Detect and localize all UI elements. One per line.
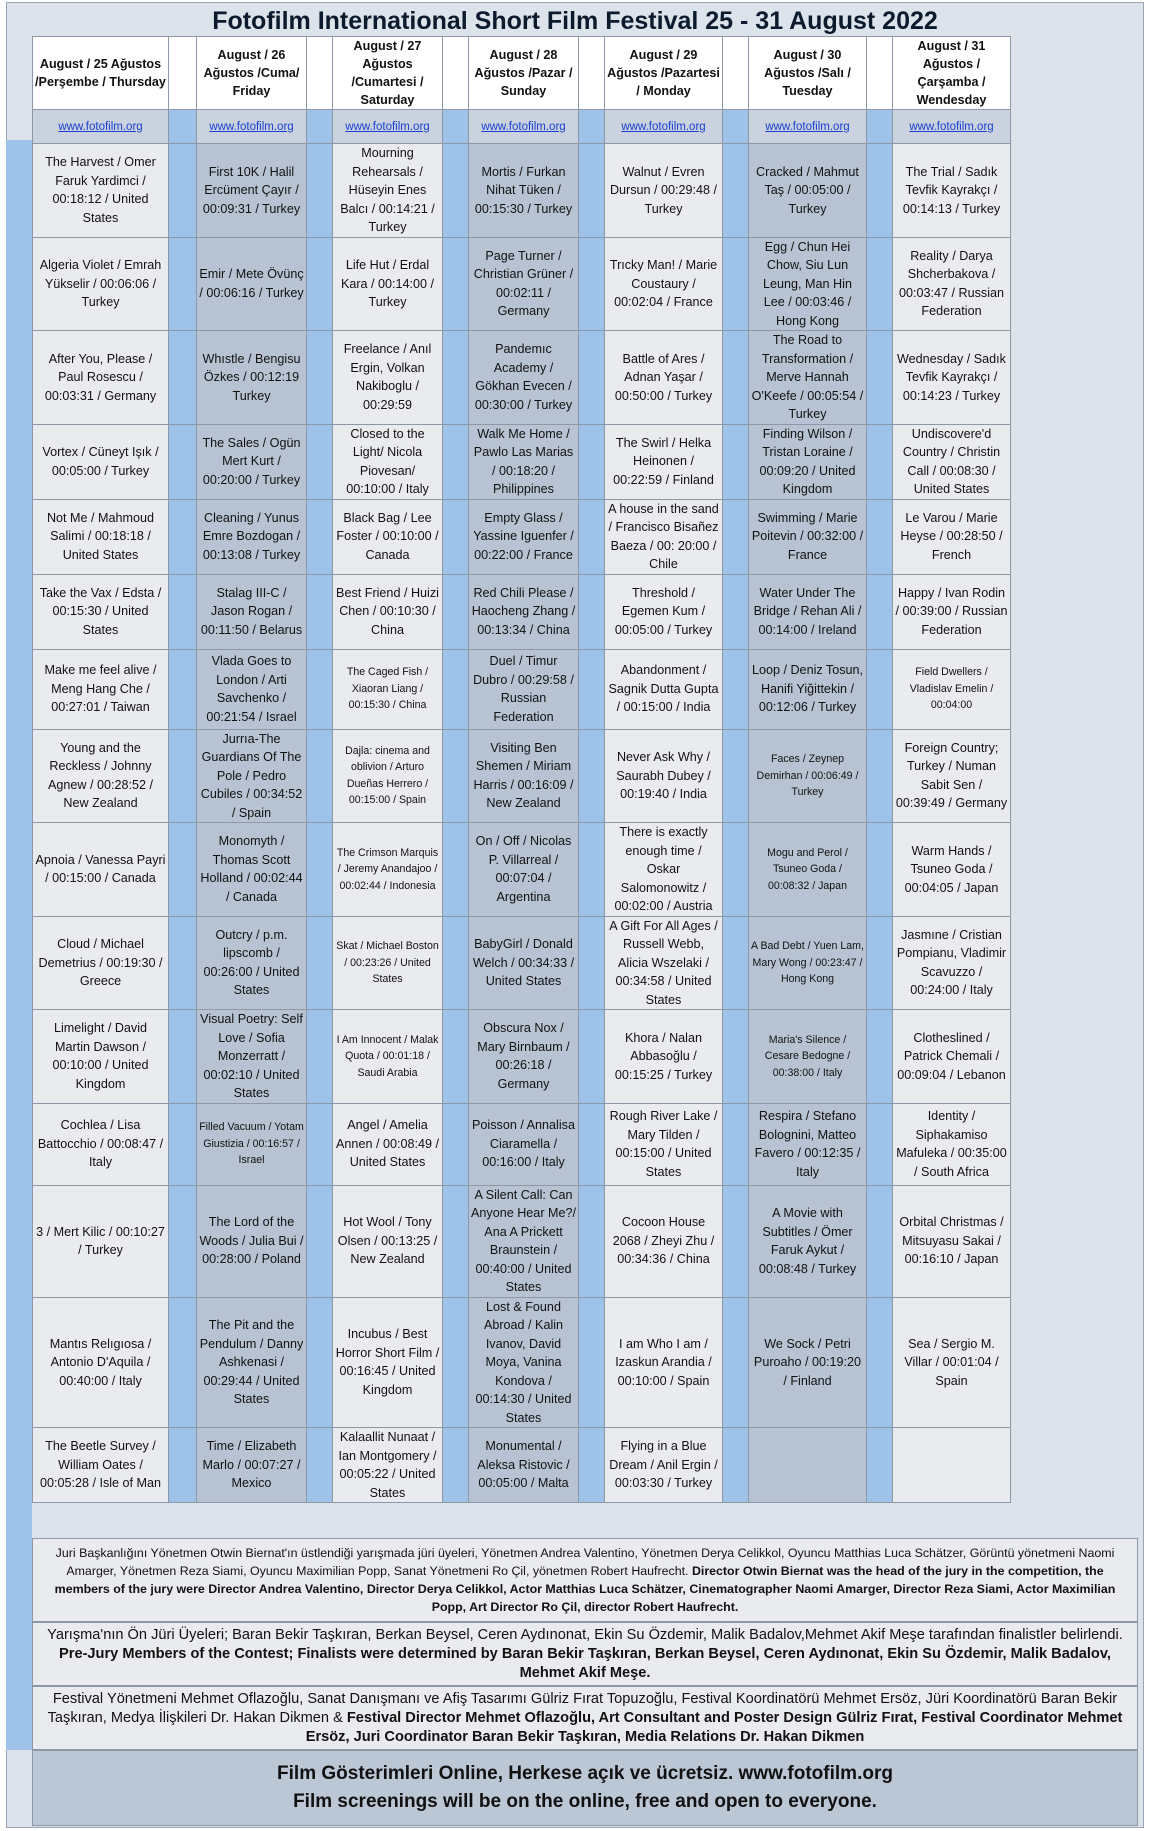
separator-column: [867, 1297, 893, 1428]
film-entry: Jasmıne / Cristian Pompianu, Vladimir Scavuzzo / 00:24:00 / Italy: [893, 916, 1011, 1010]
film-entry: Whıstle / Bengisu Özkes / 00:12:19 Turkey: [197, 331, 307, 425]
film-entry: BabyGirl / Donald Welch / 00:34:33 / United States: [469, 916, 579, 1010]
film-entry: The Harvest / Omer Faruk Yardimci / 00:18:12 / United States: [33, 144, 169, 238]
separator-column: [443, 144, 469, 238]
prejury-text-en: Pre-Jury Members of the Contest; Finalists were determined by Baran Bekir Taşkıran, Berkan Beysel, Ceren Aydınonat, Ekin Su Özdemir, Malik Badalov, Mehmet Akif Meşe.: [59, 1645, 1111, 1681]
film-entry: Water Under The Bridge / Rehan Ali / 00:14:00 / Ireland: [749, 574, 867, 649]
film-row: [33, 1010, 1139, 1104]
film-entry: Empty Glass / Yassine Iguenfer / 00:22:00 / France: [469, 499, 579, 574]
film-entry: Never Ask Why / Saurabh Dubey / 00:19:40 / India: [605, 729, 723, 823]
separator-column: [723, 1010, 749, 1104]
separator-column: [307, 1297, 333, 1428]
separator-column: [443, 649, 469, 729]
film-entry: Closed to the Light/ Nicola Piovesan/ 00:10:00 / Italy: [333, 424, 443, 499]
separator-column: [169, 37, 197, 110]
separator-column: [867, 729, 893, 823]
film-entry: Jurrıa-The Guardians Of The Pole / Pedro Cubiles / 00:34:52 / Spain: [197, 729, 307, 823]
film-entry: Le Varou / Marie Heyse / 00:28:50 / French: [893, 499, 1011, 574]
link-cell: [749, 110, 867, 144]
separator-column: [723, 110, 749, 144]
separator-column: [169, 574, 197, 649]
film-entry: After You, Please / Paul Rosescu / 00:03:31 / Germany: [33, 331, 169, 425]
separator-column: [443, 916, 469, 1010]
film-entry: Field Dwellers / Vladislav Emelin / 00:04:00: [893, 649, 1011, 729]
separator-column: [307, 144, 333, 238]
film-entry: Make me feel alive / Meng Hang Che / 00:27:01 / Taiwan: [33, 649, 169, 729]
day-header: August / 27 Ağustos /Cumartesi / Saturday: [333, 37, 443, 110]
film-entry: Mourning Rehearsals / Hüseyin Enes Balcı / 00:14:21 / Turkey: [333, 144, 443, 238]
separator-column: [169, 499, 197, 574]
film-row: [33, 331, 1139, 425]
film-entry: A Gift For All Ages / Russell Webb, Alicia Wszelaki / 00:34:58 / United States: [605, 916, 723, 1010]
film-entry: Faces / Zeynep Demirhan / 00:06:49 / Turkey: [749, 729, 867, 823]
jury-note: [32, 1538, 1138, 1622]
film-entry: Cracked / Mahmut Taş / 00:05:00 / Turkey: [749, 144, 867, 238]
film-entry: The Sales / Ogün Mert Kurt / 00:20:00 / Turkey: [197, 424, 307, 499]
separator-column: [443, 37, 469, 110]
separator-column: [867, 1428, 893, 1503]
separator-column: [579, 916, 605, 1010]
festival-link[interactable]: www.fotofilm.org: [58, 120, 143, 133]
day-header: August / 28 Ağustos /Pazar / Sunday: [469, 37, 579, 110]
film-entry: Abandonment / Sagnik Dutta Gupta / 00:15:00 / India: [605, 649, 723, 729]
film-entry: On / Off / Nicolas P. Villarreal / 00:07:04 / Argentina: [469, 823, 579, 917]
online-text-en: Film screenings will be on the online, free and open to everyone.: [293, 1791, 877, 1812]
film-entry: A Silent Call: Can Anyone Hear Me?/ Ana A Prickett Braunstein / 00:40:00 / United States: [469, 1185, 579, 1297]
film-entry: Mantıs Relıgıosa / Antonio D'Aquila / 00:40:00 / Italy: [33, 1297, 169, 1428]
day-header-row: [33, 37, 1139, 110]
festival-link[interactable]: www.fotofilm.org: [765, 120, 850, 133]
film-row: [33, 823, 1139, 917]
separator-column: [867, 237, 893, 331]
separator-column: [723, 1428, 749, 1503]
separator-column: [579, 1185, 605, 1297]
film-entry: A Bad Debt / Yuen Lam, Mary Wong / 00:23:47 / Hong Kong: [749, 916, 867, 1010]
separator-column: [307, 499, 333, 574]
separator-column: [579, 574, 605, 649]
separator-column: [307, 574, 333, 649]
film-entry: The Caged Fish / Xiaoran Liang / 00:15:30 / China: [333, 649, 443, 729]
direction-note: [32, 1686, 1138, 1750]
separator-column: [169, 823, 197, 917]
online-text-tr: Film Gösterimleri Online, Herkese açık ve ücretsiz. www.fotofilm.org: [277, 1763, 893, 1784]
film-row: [33, 499, 1139, 574]
separator-column: [169, 1103, 197, 1185]
separator-column: [723, 916, 749, 1010]
separator-column: [867, 144, 893, 238]
film-entry: Reality / Darya Shcherbakova / 00:03:47 / Russian Federation: [893, 237, 1011, 331]
separator-column: [169, 916, 197, 1010]
separator-column: [723, 424, 749, 499]
film-entry: Obscura Nox / Mary Birnbaum / 00:26:18 / Germany: [469, 1010, 579, 1104]
page-title: Fotofilm International Short Film Festival 25 - 31 August 2022: [212, 7, 938, 35]
separator-column: [169, 1297, 197, 1428]
film-entry: We Sock / Petri Puroaho / 00:19:20 / Finland: [749, 1297, 867, 1428]
film-entry: Angel / Amelia Annen / 00:08:49 / United States: [333, 1103, 443, 1185]
link-cell: [469, 110, 579, 144]
day-header: August / 29 Ağustos /Pazartesi / Monday: [605, 37, 723, 110]
film-entry: Visiting Ben Shemen / Miriam Harris / 00:16:09 / New Zealand: [469, 729, 579, 823]
separator-column: [443, 729, 469, 823]
separator-column: [443, 1297, 469, 1428]
separator-column: [169, 1428, 197, 1503]
day-header: August / 31 Ağustos /Çarşamba / Wendesday: [893, 37, 1011, 110]
film-row: [33, 1185, 1139, 1297]
separator-column: [443, 574, 469, 649]
separator-column: [867, 574, 893, 649]
prejury-text-tr: Yarışma'nın Ön Jüri Üyeleri; Baran Bekir Taşkıran, Berkan Beysel, Ceren Aydınonat, Ekin Su Özdemir, Malik Badalov,Mehmet Akif Meşe tarafından finalistler belirlendi.: [47, 1626, 1123, 1643]
film-entry: Identity / Siphakamiso Mafuleka / 00:35:00 / South Africa: [893, 1103, 1011, 1185]
festival-link[interactable]: www.fotofilm.org: [621, 120, 706, 133]
film-entry: Freelance / Anıl Ergin, Volkan Nakiboglu / 00:29:59: [333, 331, 443, 425]
film-entry: The Lord of the Woods / Julia Bui / 00:28:00 / Poland: [197, 1185, 307, 1297]
separator-column: [867, 916, 893, 1010]
separator-column: [443, 424, 469, 499]
separator-column: [723, 1185, 749, 1297]
separator-column: [579, 1010, 605, 1104]
film-entry: Time / Elizabeth Marlo / 00:07:27 / Mexico: [197, 1428, 307, 1503]
separator-column: [579, 823, 605, 917]
separator-column: [579, 649, 605, 729]
film-entry: Visual Poetry: Self Love / Sofia Monzerratt / 00:02:10 / United States: [197, 1010, 307, 1104]
separator-column: [443, 110, 469, 144]
film-entry: Pandemıc Academy / Gökhan Evecen / 00:30:00 / Turkey: [469, 331, 579, 425]
film-entry: Swimming / Marie Poitevin / 00:32:00 / France: [749, 499, 867, 574]
film-entry: The Crimson Marquis / Jeremy Anandajoo / 00:02:44 / Indonesia: [333, 823, 443, 917]
film-entry: Skat / Michael Boston / 00:23:26 / United States: [333, 916, 443, 1010]
separator-column: [723, 331, 749, 425]
film-entry: Outcry / p.m. lipscomb / 00:26:00 / United States: [197, 916, 307, 1010]
separator-column: [169, 729, 197, 823]
film-entry: Monumental / Aleksa Ristovic / 00:05:00 / Malta: [469, 1428, 579, 1503]
festival-link[interactable]: www.fotofilm.org: [481, 120, 566, 133]
film-entry: Rough River Lake / Mary Tilden / 00:15:00 / United States: [605, 1103, 723, 1185]
film-entry: Emir / Mete Övünç / 00:06:16 / Turkey: [197, 237, 307, 331]
film-entry: Respira / Stefano Bolognini, Matteo Favero / 00:12:35 / Italy: [749, 1103, 867, 1185]
separator-column: [307, 729, 333, 823]
separator-column: [723, 499, 749, 574]
film-entry: Egg / Chun Hei Chow, Siu Lun Leung, Man Hin Lee / 00:03:46 / Hong Kong: [749, 237, 867, 331]
separator-column: [867, 331, 893, 425]
film-entry: Dajla: cinema and oblivion / Arturo Dueñas Herrero / 00:15:00 / Spain: [333, 729, 443, 823]
film-row: [33, 649, 1139, 729]
separator-column: [579, 1297, 605, 1428]
film-entry: Sea / Sergio M. Villar / 00:01:04 / Spain: [893, 1297, 1011, 1428]
separator-column: [307, 1103, 333, 1185]
separator-column: [579, 331, 605, 425]
separator-column: [723, 1297, 749, 1428]
separator-column: [867, 649, 893, 729]
separator-column: [867, 110, 893, 144]
link-cell: [333, 110, 443, 144]
day-header: August / 30 Ağustos /Salı / Tuesday: [749, 37, 867, 110]
film-entry: Limelight / David Martin Dawson / 00:10:00 / United Kingdom: [33, 1010, 169, 1104]
film-entry: [893, 1428, 1011, 1503]
film-entry: A house in the sand / Francisco Bisañez Baeza / 00: 20:00 / Chile: [605, 499, 723, 574]
separator-column: [307, 37, 333, 110]
separator-column: [169, 110, 197, 144]
separator-column: [307, 823, 333, 917]
film-entry: 3 / Mert Kilic / 00:10:27 / Turkey: [33, 1185, 169, 1297]
direction-text-tr: Festival Yönetmeni Mehmet Oflazoğlu, Sanat Danışmanı ve Afiş Tasarımı Gülriz Fırat Topuzoğlu, Festival Koordinatörü Mehmet Ersöz, Jüri Koordinatörü Baran Bekir Taşkıran, Medya İlişkileri Dr. Hakan Dikmen &: [47, 1690, 1118, 1726]
separator-column: [579, 1428, 605, 1503]
festival-link[interactable]: www.fotofilm.org: [209, 120, 294, 133]
film-entry: The Road to Transformation / Merve Hannah O'Keefe / 00:05:54 / Turkey: [749, 331, 867, 425]
separator-column: [579, 237, 605, 331]
separator-column: [307, 1010, 333, 1104]
film-entry: Incubus / Best Horror Short Film / 00:16:45 / United Kingdom: [333, 1297, 443, 1428]
separator-column: [307, 110, 333, 144]
separator-column: [169, 424, 197, 499]
film-entry: The Pit and the Pendulum / Danny Ashkenasi / 00:29:44 / United States: [197, 1297, 307, 1428]
day-header: August / 26 Ağustos /Cuma/ Friday: [197, 37, 307, 110]
film-entry: Take the Vax / Edsta / 00:15:30 / United States: [33, 574, 169, 649]
film-row: [33, 144, 1139, 238]
separator-column: [443, 499, 469, 574]
separator-column: [443, 1428, 469, 1503]
film-entry: Duel / Timur Dubro / 00:29:58 / Russian Federation: [469, 649, 579, 729]
link-cell: [33, 110, 169, 144]
film-entry: Foreign Country; Turkey / Numan Sabit Sen / 00:39:49 / Germany: [893, 729, 1011, 823]
film-entry: Cleaning / Yunus Emre Bozdogan / 00:13:08 / Turkey: [197, 499, 307, 574]
festival-link[interactable]: www.fotofilm.org: [345, 120, 430, 133]
link-cell: [197, 110, 307, 144]
separator-column: [579, 499, 605, 574]
film-entry: Finding Wilson / Tristan Loraine / 00:09:20 / United Kingdom: [749, 424, 867, 499]
film-entry: The Swirl / Helka Heinonen / 00:22:59 / Finland: [605, 424, 723, 499]
film-entry: Page Turner / Christian Grüner / 00:02:11 / Germany: [469, 237, 579, 331]
separator-column: [169, 144, 197, 238]
film-entry: Battle of Ares / Adnan Yaşar / 00:50:00 / Turkey: [605, 331, 723, 425]
separator-column: [723, 649, 749, 729]
film-row: [33, 1297, 1139, 1428]
film-entry: Kalaallit Nunaat / Ian Montgomery / 00:05:22 / United States: [333, 1428, 443, 1503]
film-entry: Threshold / Egemen Kum / 00:05:00 / Turkey: [605, 574, 723, 649]
separator-column: [579, 729, 605, 823]
jury-text-tr: Juri Başkanlığını Yönetmen Otwin Biernat'ın üstlendiği yarışmada jüri üyeleri, Yönetmen Andrea Valentino, Yönetmen Derya Celikkol, Oyuncu Matthias Luca Schätzer, Görüntü yönetmeni Naomi Amarger, Yönetmen Reza Siami, Oyuncu Maximilian Popp, Sanat Yönetmeni Ro Çil, yönetmen Robert Haufrecht.: [55, 1546, 1115, 1578]
separator-column: [723, 823, 749, 917]
separator-column: [723, 729, 749, 823]
separator-column: [723, 574, 749, 649]
separator-column: [169, 331, 197, 425]
separator-column: [443, 1010, 469, 1104]
film-entry: The Trial / Sadık Tevfik Kayrakçı / 00:14:13 / Turkey: [893, 144, 1011, 238]
separator-column: [723, 1103, 749, 1185]
separator-column: [443, 237, 469, 331]
schedule-table: [32, 36, 1139, 1503]
link-cell: [605, 110, 723, 144]
separator-column: [723, 37, 749, 110]
left-accent-bar: [6, 140, 32, 1750]
film-entry: Red Chili Please / Haocheng Zhang / 00:13:34 / China: [469, 574, 579, 649]
film-entry: Cloud / Michael Demetrius / 00:19:30 / Greece: [33, 916, 169, 1010]
separator-column: [579, 37, 605, 110]
film-entry: Not Me / Mahmoud Salimi / 00:18:18 / United States: [33, 499, 169, 574]
film-entry: I Am Innocent / Malak Quota / 00:01:18 / Saudi Arabia: [333, 1010, 443, 1104]
film-entry: Monomyth / Thomas Scott Holland / 00:02:44 / Canada: [197, 823, 307, 917]
separator-column: [169, 649, 197, 729]
separator-column: [307, 916, 333, 1010]
separator-column: [867, 424, 893, 499]
film-entry: Hot Wool / Tony Olsen / 00:13:25 / New Zealand: [333, 1185, 443, 1297]
film-row: [33, 1428, 1139, 1503]
prejury-note: [32, 1622, 1138, 1686]
film-entry: I am Who I am / Izaskun Arandia / 00:10:00 / Spain: [605, 1297, 723, 1428]
separator-column: [443, 331, 469, 425]
separator-column: [307, 237, 333, 331]
film-entry: Best Friend / Huizi Chen / 00:10:30 / China: [333, 574, 443, 649]
film-entry: Vlada Goes to London / Arti Savchenko / 00:21:54 / Israel: [197, 649, 307, 729]
film-entry: The Beetle Survey / William Oates / 00:05:28 / Isle of Man: [33, 1428, 169, 1503]
separator-column: [307, 331, 333, 425]
film-entry: Lost & Found Abroad / Kalin Ivanov, David Moya, Vanina Kondova / 00:14:30 / United States: [469, 1297, 579, 1428]
separator-column: [867, 1185, 893, 1297]
separator-column: [867, 1103, 893, 1185]
separator-column: [169, 1010, 197, 1104]
film-row: [33, 424, 1139, 499]
film-entry: Walk Me Home / Pawlo Las Marias / 00:18:20 / Philippines: [469, 424, 579, 499]
separator-column: [723, 144, 749, 238]
film-entry: Mortis / Furkan Nihat Tüken / 00:15:30 / Turkey: [469, 144, 579, 238]
separator-column: [307, 1428, 333, 1503]
day-header: August / 25 Ağustos /Perşembe / Thursday: [33, 37, 169, 110]
film-entry: Cocoon House 2068 / Zheyi Zhu / 00:34:36 / China: [605, 1185, 723, 1297]
film-entry: Vortex / Cüneyt Işık / 00:05:00 / Turkey: [33, 424, 169, 499]
separator-column: [579, 424, 605, 499]
film-entry: Stalag III-C / Jason Rogan / 00:11:50 / Belarus: [197, 574, 307, 649]
film-row: [33, 574, 1139, 649]
film-entry: Undiscovere'd Country / Christin Call / 00:08:30 / United States: [893, 424, 1011, 499]
film-entry: Filled Vacuum / Yotam Giustizia / 00:16:57 / Israel: [197, 1103, 307, 1185]
separator-column: [443, 823, 469, 917]
separator-column: [307, 424, 333, 499]
film-entry: Algeria Violet / Emrah Yükselir / 00:06:06 / Turkey: [33, 237, 169, 331]
jury-text-en: Director Otwin Biernat was the head of the jury in the competition, the members of the jury were Director Andrea Valentino, Director Derya Celikkol, Actor Matthias Luca Schätzer, Cinematographer Naomi Amarger, Director Reza Siami, Actor Maximilian Popp, Art Director Ro Çil, director Robert Haufrecht.: [54, 1564, 1116, 1614]
film-entry: Warm Hands / Tsuneo Goda / 00:04:05 / Japan: [893, 823, 1011, 917]
film-entry: Loop / Deniz Tosun, Hanifi Yiğittekin / 00:12:06 / Turkey: [749, 649, 867, 729]
separator-column: [867, 499, 893, 574]
separator-column: [169, 237, 197, 331]
film-entry: Orbital Christmas / Mitsuyasu Sakai / 00:16:10 / Japan: [893, 1185, 1011, 1297]
film-entry: First 10K / Halil Ercüment Çayır / 00:09:31 / Turkey: [197, 144, 307, 238]
film-entry: Trıcky Man! / Marie Coustaury / 00:02:04 / France: [605, 237, 723, 331]
film-entry: Cochlea / Lisa Battocchio / 00:08:47 / Italy: [33, 1103, 169, 1185]
film-entry: Flying in a Blue Dream / Anil Ergin / 00:03:30 / Turkey: [605, 1428, 723, 1503]
separator-column: [307, 1185, 333, 1297]
separator-column: [867, 823, 893, 917]
separator-column: [443, 1185, 469, 1297]
separator-column: [307, 649, 333, 729]
film-row: [33, 237, 1139, 331]
separator-column: [579, 110, 605, 144]
film-entry: Clotheslined / Patrick Chemali / 00:09:04 / Lebanon: [893, 1010, 1011, 1104]
film-entry: There is exactly enough time / Oskar Salomonowitz / 00:02:00 / Austria: [605, 823, 723, 917]
film-entry: Wednesday / Sadık Tevfik Kayrakçı / 00:14:23 / Turkey: [893, 331, 1011, 425]
film-entry: Happy / Ivan Rodin / 00:39:00 / Russian Federation: [893, 574, 1011, 649]
separator-column: [867, 1010, 893, 1104]
film-entry: [749, 1428, 867, 1503]
film-entry: Apnoia / Vanessa Payri / 00:15:00 / Canada: [33, 823, 169, 917]
online-note: [32, 1750, 1138, 1826]
separator-column: [169, 1185, 197, 1297]
separator-column: [723, 237, 749, 331]
link-row: [33, 110, 1139, 144]
direction-text-en: Festival Director Mehmet Oflazoğlu, Art Consultant and Poster Design Gülriz Fırat, Festival Coordinator Mehmet Ersöz, Juri Coordinator Baran Bekir Taşkıran, Media Relations Dr. Hakan Dikmen: [305, 1709, 1123, 1745]
film-row: [33, 1103, 1139, 1185]
separator-column: [579, 1103, 605, 1185]
festival-link[interactable]: www.fotofilm.org: [909, 120, 994, 133]
film-entry: Young and the Reckless / Johnny Agnew / 00:28:52 / New Zealand: [33, 729, 169, 823]
film-entry: Poisson / Annalisa Ciaramella / 00:16:00 / Italy: [469, 1103, 579, 1185]
film-entry: Life Hut / Erdal Kara / 00:14:00 / Turkey: [333, 237, 443, 331]
film-entry: Walnut / Evren Dursun / 00:29:48 / Turkey: [605, 144, 723, 238]
film-entry: Black Bag / Lee Foster / 00:10:00 / Canada: [333, 499, 443, 574]
film-entry: Maria's Silence / Cesare Bedogne / 00:38:00 / Italy: [749, 1010, 867, 1104]
film-row: [33, 729, 1139, 823]
separator-column: [867, 37, 893, 110]
film-entry: A Movie with Subtitles / Ömer Faruk Aykut / 00:08:48 / Turkey: [749, 1185, 867, 1297]
separator-column: [443, 1103, 469, 1185]
film-entry: Khora / Nalan Abbasoğlu / 00:15:25 / Turkey: [605, 1010, 723, 1104]
film-entry: Mogu and Perol / Tsuneo Goda / 00:08:32 / Japan: [749, 823, 867, 917]
link-cell: [893, 110, 1011, 144]
separator-column: [579, 144, 605, 238]
film-row: [33, 916, 1139, 1010]
